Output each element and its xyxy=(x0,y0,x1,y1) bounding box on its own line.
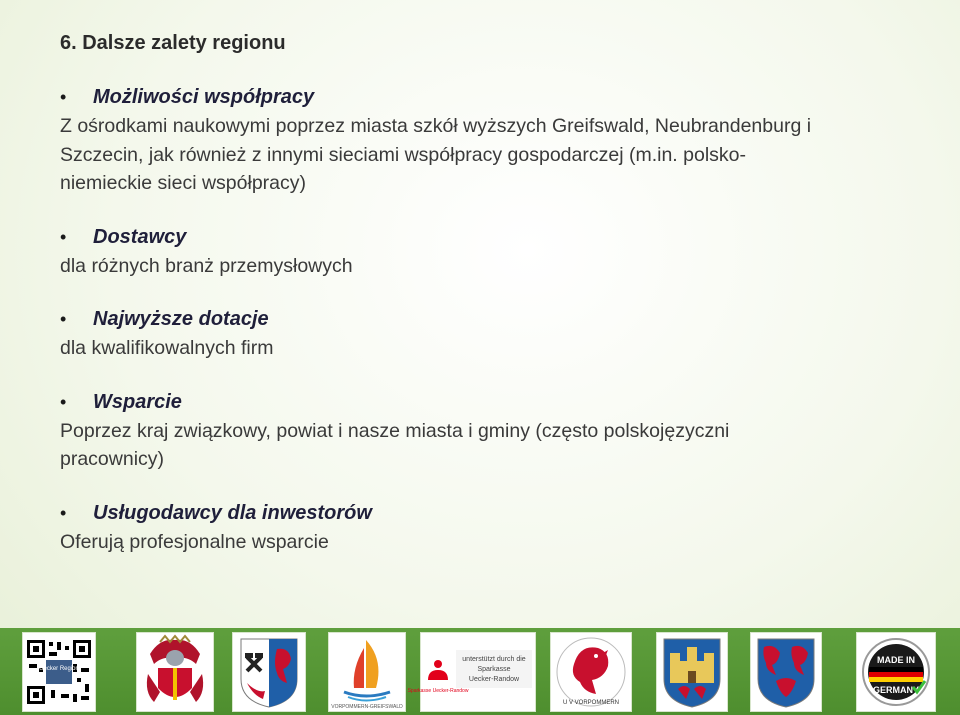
sparkasse-logo[interactable] xyxy=(407,632,536,712)
section-heading: Dostawcy xyxy=(93,225,187,248)
bullet-icon: • xyxy=(60,502,67,523)
vorpommern-greifswald-logo[interactable] xyxy=(328,632,406,712)
section-subsidies xyxy=(60,304,920,363)
sparkasse-icon xyxy=(407,642,534,702)
section-suppliers xyxy=(60,222,920,281)
section-heading: Usługodawcy dla inwestorów xyxy=(93,501,372,524)
section-service-providers xyxy=(60,498,920,557)
section-text-line: niemieckie sieci współpracy) xyxy=(60,172,306,194)
bullet-icon: • xyxy=(60,309,67,329)
bullet-icon: • xyxy=(60,226,67,247)
section-text-line: pracownicy) xyxy=(60,448,165,470)
germany-label: GERMANY xyxy=(872,685,920,695)
qr-code-logo[interactable] xyxy=(22,632,96,712)
griffins-shield-icon xyxy=(754,635,818,709)
shield-icon xyxy=(237,635,301,709)
sparkasse-line: Uecker-Randow xyxy=(468,676,520,683)
bullet-icon: • xyxy=(60,87,67,107)
section-text-line: Z ośrodkami naukowymi poprzez miasta szkół wyższych Greifswald, Neubrandenburg i xyxy=(60,115,812,137)
made-in-germany-logo[interactable] xyxy=(856,632,936,712)
section-support xyxy=(60,387,920,474)
two-griffins-shield-logo[interactable] xyxy=(750,632,822,712)
qr-code-icon xyxy=(25,638,93,706)
section-text-line: dla różnych branż przemysłowych xyxy=(60,254,353,277)
sparkasse-line: unterstützt durch die xyxy=(462,656,526,663)
made-in-label: MADE IN xyxy=(877,655,915,665)
sail-icon xyxy=(330,634,404,710)
uv-caption: U V VORPOMMERN xyxy=(562,700,620,706)
section-text-line: Poprzez kraj związkowy, powiat i nasze miasta i gminy (często polskojęzyczni xyxy=(60,419,730,442)
made-in-germany-badge-icon xyxy=(859,635,933,709)
coat-of-arms-helmet-logo[interactable] xyxy=(136,632,214,712)
qr-center-label: Uecker Region xyxy=(39,666,79,672)
castle-shield-icon xyxy=(660,635,724,709)
section-heading: Możliwości współpracy xyxy=(93,86,315,108)
logo-strip xyxy=(0,628,960,715)
sparkasse-line: Sparkasse xyxy=(477,666,511,673)
section-cooperation xyxy=(60,82,920,198)
castle-shield-logo[interactable] xyxy=(656,632,728,712)
bullet-icon: • xyxy=(60,391,67,412)
coat-of-arms-icon xyxy=(140,634,210,710)
mining-griffin-shield-logo[interactable] xyxy=(232,632,306,712)
vorpommern-caption: VORPOMMERN-GREIFSWALD xyxy=(331,704,403,710)
section-heading: Wsparcie xyxy=(93,390,182,413)
sparkasse-caption: Sparkasse Uecker-Randow xyxy=(407,688,469,694)
slide-title: 6. Dalsze zalety regionu xyxy=(60,32,286,54)
section-heading: Najwyższe dotacje xyxy=(93,308,269,330)
content-list xyxy=(60,82,920,580)
uv-vorpommern-logo[interactable] xyxy=(550,632,632,712)
section-text-line: Szczecin, jak również z innymi sieciami współpracy gospodarczej (m.in. polsko- xyxy=(60,143,746,166)
griffin-icon xyxy=(552,634,630,710)
section-text-line: dla kwalifikowalnych firm xyxy=(60,337,274,359)
section-text-line: Oferują profesjonalne wsparcie xyxy=(60,530,329,553)
